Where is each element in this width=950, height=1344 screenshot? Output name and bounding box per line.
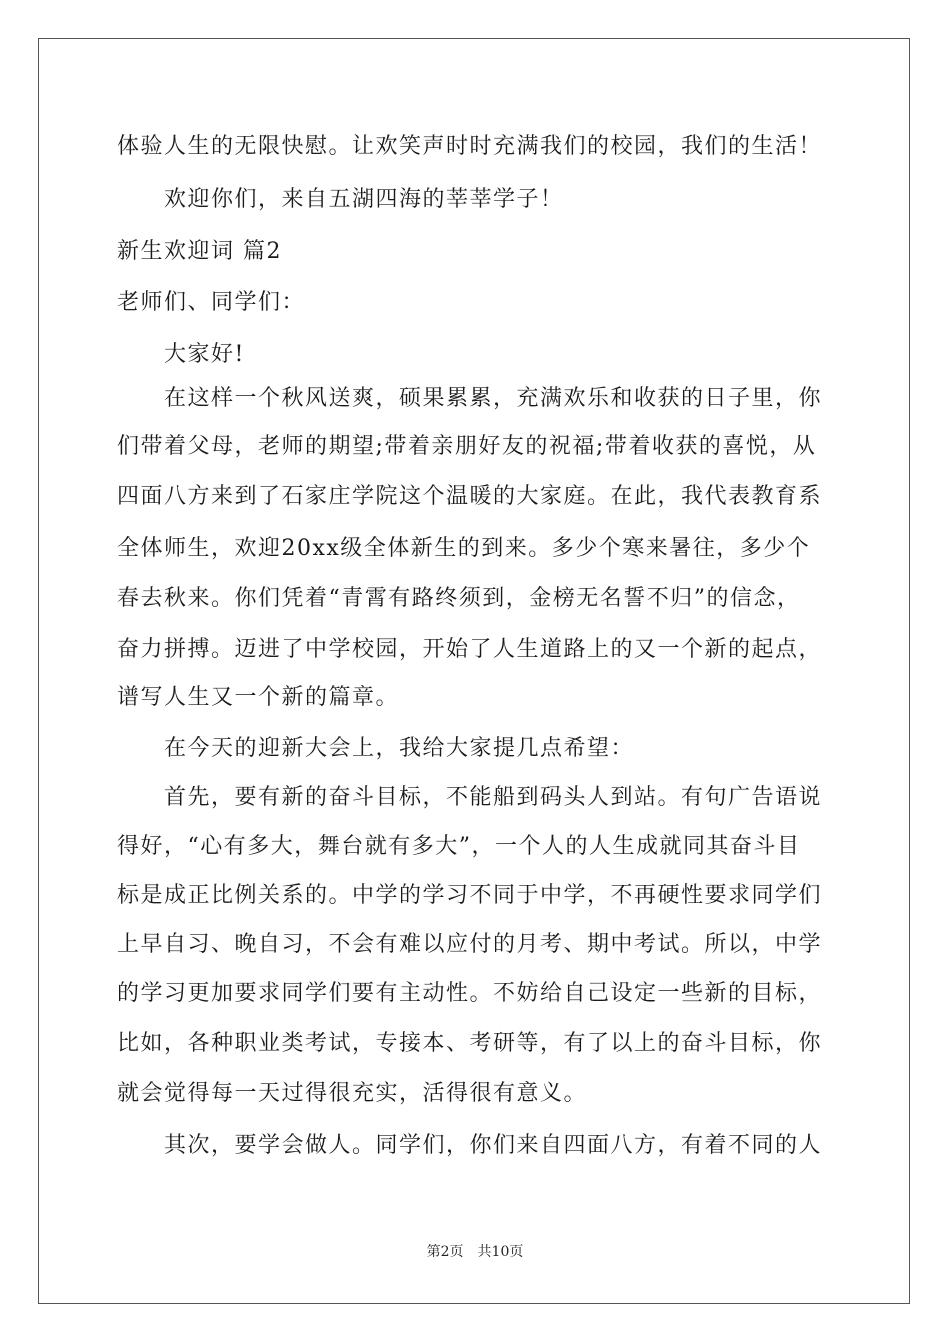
greeting: 大家好! [164, 342, 245, 367]
text-line: 谱写人生又一个新的篇章。 [117, 685, 400, 710]
page-total: 共10页 [477, 1244, 524, 1260]
text-line: 四面八方来到了石家庄学院这个温暖的大家庭。在此，我代表教育系 [117, 484, 823, 509]
text-line: 得好，“心有多大，舞台就有多大”，一个人的人生成就同其奋斗目 [117, 834, 801, 859]
salutation: 老师们、同学们： [117, 290, 306, 315]
text-line: 体验人生的无限快慰。让欢笑声时时充满我们的校园，我们的生活！ [117, 134, 823, 159]
page-footer [0, 1241, 950, 1261]
text-line: 在这样一个秋风送爽，硕果累累，充满欢乐和收获的日子里，你 [164, 386, 823, 411]
text-line: 的学习更加要求同学们要有主动性。不妨给自己设定一些新的目标， [117, 981, 823, 1006]
text-line: 春去秋来。你们凭着“青霄有路终须到，金榜无名誓不归”的信念， [117, 586, 801, 611]
text-line: 奋力拼搏。迈进了中学校园，开始了人生道路上的又一个新的起点， [117, 637, 823, 662]
text-line: 全体师生，欢迎20xx级全体新生的到来。多少个寒来暑往，多少个 [117, 536, 811, 561]
text-line: 标是成正比例关系的。中学的学习不同于中学，不再硬性要求同学们 [117, 883, 823, 908]
text-line: 在今天的迎新大会上，我给大家提几点希望： [164, 736, 635, 761]
page-border [38, 38, 910, 1304]
page-number: 第2页 [426, 1244, 464, 1260]
text-line: 比如，各种职业类考试，专接本、考研等，有了以上的奋斗目标，你 [117, 1031, 823, 1056]
text-line: 首先，要有新的奋斗目标，不能船到码头人到站。有句广告语说 [164, 785, 823, 810]
section-heading: 新生欢迎词 篇2 [117, 239, 282, 264]
text-line: 上早自习、晚自习，不会有难以应付的月考、期中考试。所以，中学 [117, 932, 823, 957]
text-line: 其次，要学会做人。同学们，你们来自四面八方，有着不同的人 [164, 1133, 823, 1158]
text-line: 就会觉得每一天过得很充实，活得很有意义。 [117, 1081, 588, 1106]
text-line: 欢迎你们，来自五湖四海的莘莘学子！ [164, 187, 564, 212]
text-line: 们带着父母，老师的期望;带着亲朋好友的祝福;带着收获的喜悦，从 [117, 434, 817, 459]
